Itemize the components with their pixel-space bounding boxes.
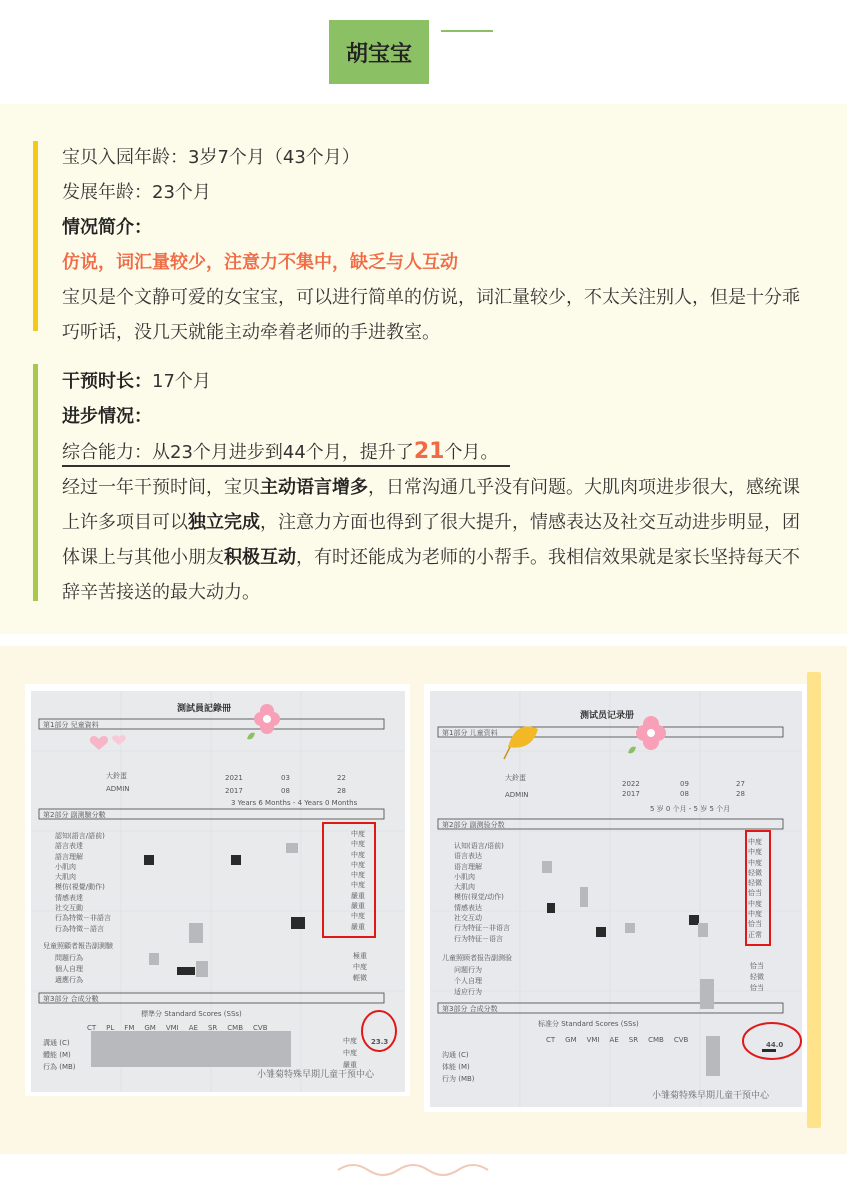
sheet1-rating: 中度 <box>351 871 365 880</box>
sheet1-rating: 嚴重 <box>351 902 365 911</box>
sheet2-subtest: 小肌肉 <box>454 872 475 881</box>
development-age: 发展年龄：23个月 <box>62 182 211 203</box>
sheet2-subtest: 语言理解 <box>454 862 482 871</box>
sheet2-birth-day: 28 <box>736 790 745 798</box>
progress-block <box>62 364 804 610</box>
progress-label: 进步情况： <box>62 406 152 427</box>
sheet2-subtest: 行为特征－语言 <box>454 934 503 943</box>
sheet1-subtest: 情感表達 <box>55 893 83 902</box>
sheet1-report-rating-list <box>353 951 367 984</box>
sheet2-standard-scores: 标准分 Standard Scores (SSs) <box>538 1020 639 1028</box>
sheet1-heading: 測試員記錄冊 <box>177 704 232 714</box>
sheet1-subtest: 認知(語言/語前) <box>55 832 105 840</box>
sheet2-subtest: 大肌肉 <box>454 883 475 892</box>
sheet2-row: 行为 (MB) <box>442 1075 475 1083</box>
sheet1-center: 大鈴蛋 <box>106 772 127 780</box>
sheet1-part2: 第2部分 副測驗分數 <box>43 811 106 819</box>
sheet1-dev-age-value: 23.3 <box>371 1038 389 1046</box>
sheet2-report-list <box>454 965 482 998</box>
ability-summary <box>62 439 510 467</box>
sheet2-subtest-list <box>454 841 510 944</box>
sheet1-subtest: 小肌肉 <box>55 862 76 871</box>
sheet1-part1: 第1部分 兒童資料 <box>43 721 99 729</box>
sheet2-rating: 中度 <box>748 838 762 846</box>
sheet2-rating: 中度 <box>748 848 762 857</box>
sheet2-subtest: 语言表达 <box>454 852 482 861</box>
sheet2-rating: 中度 <box>748 910 762 919</box>
sheet2-age-range: 5 岁 0 个月 - 5 岁 5 个月 <box>650 805 731 813</box>
sheet2-subtest: 认知(语言/语前) <box>454 842 504 850</box>
sheet2-rating: 恰当 <box>748 920 762 929</box>
sheet1-subtest: 語言理解 <box>55 852 83 861</box>
ability-suffix: 个月。 <box>444 442 499 463</box>
sheet2-subtest: 行为特征－非语言 <box>454 924 510 933</box>
intro-block <box>62 140 802 350</box>
sheet2-rating: 正常 <box>748 930 762 939</box>
sheet2-subtest: 情感表达 <box>454 903 482 912</box>
sheet1-composite-rating: 嚴重 <box>343 1061 357 1069</box>
sheet1-eval-year: 2021 <box>225 774 243 782</box>
sheet1-subtest: 語言表達 <box>55 842 83 851</box>
sheet2-part1: 第1部分 儿童资料 <box>442 729 498 737</box>
sheet1-rating: 中度 <box>351 881 365 890</box>
intro-highlight: 仿说，词汇量较少，注意力不集中，缺乏与人互动 <box>62 252 458 273</box>
sheet1-subtest: 大肌肉 <box>55 873 76 882</box>
sheet2-report-item: 个人自理 <box>454 977 482 985</box>
sheet2-rating: 轻微 <box>748 879 762 888</box>
sheet1-report-label: 兒童照顧者報告副測驗 <box>43 942 113 950</box>
sheet2-report-label: 儿童照顾者报告副测验 <box>442 954 512 962</box>
sheet2-part3: 第3部分 合成分数 <box>442 1005 498 1013</box>
sheet1-rating-list <box>351 829 365 932</box>
sheet2-col: GM <box>565 1036 577 1044</box>
sheet1-row: 行為 (MB) <box>43 1063 76 1071</box>
sheet1-col: FM <box>124 1024 135 1032</box>
sheet1-rating: 中度 <box>351 912 365 921</box>
sheet2-examiner: ADMIN <box>505 791 529 799</box>
sheet1-report-rating: 中度 <box>353 963 367 971</box>
sheet1-rating: 中度 <box>351 850 365 859</box>
sheet2-report-rating: 轻微 <box>750 973 764 981</box>
sheet1-subtest: 行為特徵－語言 <box>55 924 104 933</box>
sheet1-rating: 中度 <box>351 830 365 838</box>
sheet1-report-rating: 極重 <box>353 952 367 960</box>
sheet1-rating: 中度 <box>351 840 365 849</box>
sheet2-col: CT <box>546 1036 556 1044</box>
sheet2-center: 大鈴蛋 <box>505 774 526 782</box>
sheet2-birth-year: 2017 <box>622 790 640 798</box>
wave-divider-icon <box>0 1154 847 1186</box>
sheet2-col: SR <box>628 1036 639 1044</box>
sheet2-subtest: 社交互动 <box>454 914 482 923</box>
sheet2-subtest: 模仿(视觉/动作) <box>454 893 504 902</box>
sheet1-subtest: 模仿(視覺/動作) <box>55 883 105 892</box>
sheet1-col: AE <box>188 1024 198 1032</box>
sheet2-eval-year: 2022 <box>622 780 640 788</box>
progress-text-4: ，有时还能成为老师的小帮手。我相信效果就是家长坚持每天不辞辛苦接送的最大动力。 <box>62 547 800 603</box>
sheet1-subtest-list <box>55 831 111 934</box>
sheet1-watermark: 小雏菊特殊早期儿童干预中心 <box>257 1070 375 1080</box>
sheet1-report-rating: 輕微 <box>353 974 367 982</box>
sheet1-report-item: 適應行為 <box>55 976 83 984</box>
sheet1-rating: 嚴重 <box>351 891 365 900</box>
sheet1-eval-day: 22 <box>337 774 346 782</box>
sheet2-report-rating: 恰当 <box>750 984 764 992</box>
sheet1-birth-day: 28 <box>337 787 346 795</box>
sheet2-report-rating: 恰当 <box>750 962 764 970</box>
sheet1-col: VMI <box>165 1024 179 1032</box>
progress-bold-2: 独立完成 <box>188 512 260 533</box>
sheet2-col: CVB <box>673 1036 689 1044</box>
progress-text-3: ，注意力方面也得到了很大提升，情感表达及社交互动进步明显，团体课上与其他小朋友 <box>62 512 800 568</box>
intro-text: 宝贝是个文静可爱的女宝宝，可以进行简单的仿说，词汇量较少，不太关注别人，但是十分乖巧听话，没几天就能主动牵着老师的手进教室。 <box>62 287 800 343</box>
sheet2-col: VMI <box>586 1036 600 1044</box>
sheet2-report-item: 适应行为 <box>454 988 482 996</box>
sheet1-composite-ratings <box>343 1035 357 1071</box>
yellow-side-bar <box>807 672 821 1128</box>
sheet1-examiner: ADMIN <box>106 785 130 793</box>
sheet1-col: PL <box>106 1024 115 1032</box>
sheet1-col: CT <box>87 1024 97 1032</box>
sheet2-report-rating-list <box>750 961 764 994</box>
sheet1-age-range: 3 Years 6 Months - 4 Years 0 Months <box>231 799 358 807</box>
sheet1-composite-cols <box>87 1024 268 1032</box>
sheet2-row: 体能 (M) <box>442 1063 470 1071</box>
sheet1-composite-rows <box>43 1037 76 1073</box>
sheet1-birth-year: 2017 <box>225 787 243 795</box>
assessment-sheet-before <box>31 691 405 1092</box>
sheet1-row: 溝通 (C) <box>43 1039 70 1047</box>
sheet1-row: 體能 (M) <box>43 1051 71 1059</box>
progress-text-1: 经过一年干预时间，宝贝 <box>62 477 260 498</box>
sheet2-heading: 测试员记录册 <box>580 711 635 721</box>
ability-prefix: 综合能力：从23个月进步到44个月，提升了 <box>62 442 414 463</box>
sheet2-col: CMB <box>648 1036 664 1044</box>
progress-paragraph <box>62 470 804 610</box>
sheet1-part3: 第3部分 合成分數 <box>43 995 99 1003</box>
sheet2-composite-cols <box>546 1036 688 1044</box>
footer <box>0 1154 847 1186</box>
sheet1-col: GM <box>144 1024 156 1032</box>
title-area <box>0 0 847 104</box>
sheet1-composite-rating: 中度 <box>343 1037 357 1045</box>
title-decoration-line <box>441 30 493 32</box>
intro-label: 情况简介： <box>62 217 152 238</box>
sheet1-col: SR <box>207 1024 218 1032</box>
sheet2-composite-rows <box>442 1049 475 1085</box>
sheet1-birth-month: 08 <box>281 787 290 795</box>
sheet2-rating: 轻微 <box>748 868 762 877</box>
sheet1-subtest: 行為特徵－非語言 <box>55 914 111 923</box>
sheet1-standard-scores: 標準分 Standard Scores (SSs) <box>141 1010 242 1018</box>
duration-label: 干预时长： <box>62 371 152 392</box>
progress-text-2: ，日常沟通几乎没有问题。大肌肉项进步很大，感统课上许多项目可以 <box>62 477 800 533</box>
duration-value: 17个月 <box>152 371 211 392</box>
sheet1-col: CMB <box>227 1024 244 1032</box>
sheet2-report-item: 问题行为 <box>454 966 482 974</box>
yellow-accent-bar <box>33 141 38 331</box>
sheet1-report-item: 個人自理 <box>55 965 83 973</box>
sheet2-birth-month: 08 <box>680 790 689 798</box>
sheet1-rating: 中度 <box>351 860 365 869</box>
sheet2-rating: 中度 <box>748 858 762 867</box>
sheet1-subtest: 社交互動 <box>55 904 83 913</box>
sheet1-col: CVB <box>253 1024 268 1032</box>
green-accent-bar <box>33 364 38 601</box>
sheet2-watermark: 小雏菊特殊早期儿童干预中心 <box>652 1091 770 1101</box>
sheet1-report-list <box>55 953 83 986</box>
sheet2-rating-list <box>748 837 762 940</box>
sheet2-rating: 恰当 <box>748 889 762 898</box>
sheet1-composite-rating: 中度 <box>343 1049 357 1057</box>
child-name-title: 胡宝宝 <box>329 20 429 84</box>
progress-bold-1: 主动语言增多 <box>260 477 368 498</box>
sheet2-rating: 中度 <box>748 899 762 908</box>
ability-number: 21 <box>413 439 445 464</box>
sheet2-dev-age-value: 44.0 <box>766 1041 784 1049</box>
sheet2-eval-day: 27 <box>736 780 745 788</box>
sheet2-row: 沟通 (C) <box>442 1051 469 1059</box>
entry-age: 宝贝入园年龄：3岁7个月（43个月） <box>62 147 360 168</box>
sheet1-report-item: 問題行為 <box>55 954 83 962</box>
assessment-sheet-after <box>430 691 802 1107</box>
progress-bold-3: 积极互动 <box>224 547 296 568</box>
sheet2-part2: 第2部分 副测验分数 <box>442 821 505 829</box>
sheet2-col: AE <box>609 1036 619 1044</box>
sheet1-eval-month: 03 <box>281 774 290 782</box>
sheet1-rating: 嚴重 <box>351 922 365 931</box>
sheet2-eval-month: 09 <box>680 780 689 788</box>
